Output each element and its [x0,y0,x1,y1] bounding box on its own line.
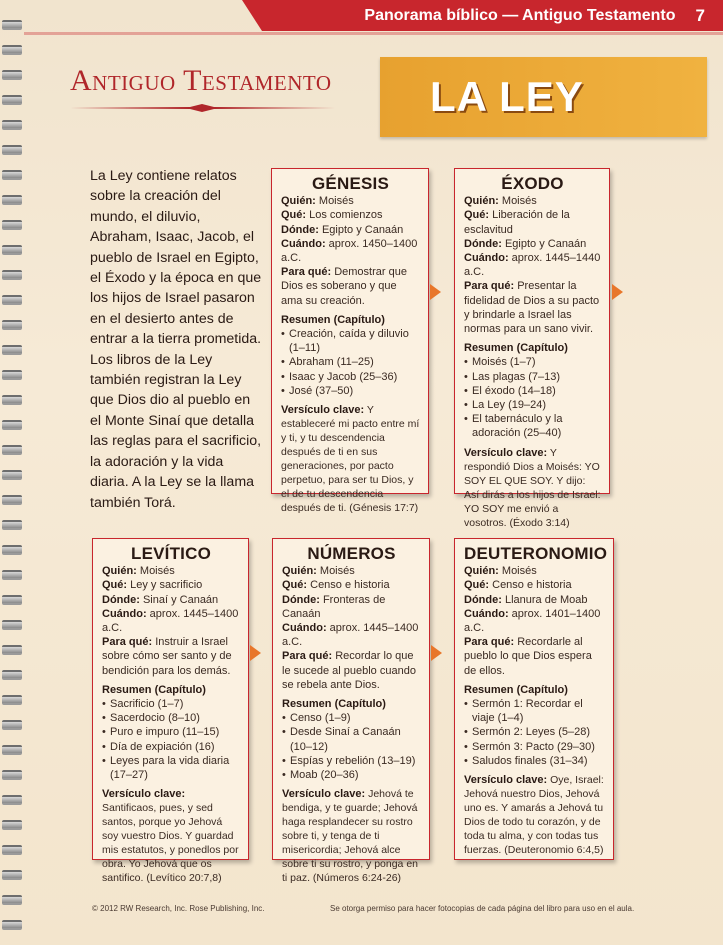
summary-list [102,697,240,782]
book-title: ÉXODO [501,174,564,193]
list-item: • Creación, caída y diluvio (1–11) [281,327,420,355]
verse-label: Versículo clave: [464,446,548,459]
field-value: aprox. 1450–1400 a.C. [281,237,418,265]
arrow-icon [612,284,623,300]
key-verse [102,787,240,885]
spiral-ring [2,145,22,155]
field-para_que [464,279,601,336]
field-label: Cuándo: [281,237,326,250]
field-label: Quién: [281,195,316,208]
field-label: Dónde: [102,593,140,606]
list-item: • Censo (1–9) [282,711,421,725]
field-value: Instruir a Israel sobre cómo ser santo y de bendición para los demás. [102,636,232,677]
field-value: Presentar la fidelidad de Dios a su pacto y brindarle a Israel las normas para un sano vivir. [464,280,600,336]
field-cuando [281,237,420,265]
field-donde [464,593,605,607]
field-value: aprox. 1445–1400 a.C. [282,622,419,649]
footer-copyright: © 2012 RW Research, Inc. Rose Publishing, Inc. [92,904,265,913]
field-label: Cuándo: [102,607,147,620]
spiral-ring [2,420,22,430]
summary-heading: Resumen (Capítulo) [281,313,385,326]
field-value: Ley y sacrificio [130,579,203,592]
summary-heading: Resumen (Capítulo) [464,342,568,355]
verse-label: Versículo clave: [102,788,186,801]
book-title: NÚMEROS [307,544,396,563]
book-card-numeros [272,538,430,885]
field-label: Qué: [464,579,490,592]
arrow-icon [431,645,442,661]
field-value: Moisés [501,565,537,578]
arrow-icon [250,645,261,661]
field-cuando [464,251,601,279]
spiral-ring [2,320,22,330]
spiral-ring [2,395,22,405]
field-donde [282,593,421,621]
header-title: Panorama bíblico — Antiguo Testamento [364,6,676,24]
field-value: Egipto y Canaán [321,223,404,236]
spiral-ring [2,495,22,505]
book-card-levitico [92,538,249,885]
field-value: Censo e historia [492,579,572,592]
spiral-ring [2,470,22,480]
footer-permission: Se otorga permiso para hacer fotocopias de cada página del libro para uso en el aula. [330,904,635,913]
list-item: • La Ley (19–24) [464,398,601,412]
field-quien [464,564,605,578]
field-para_que [464,635,605,678]
arrow-icon [430,284,441,300]
field-para_que [281,265,420,308]
list-item: • Abraham (11–25) [281,355,420,369]
field-que [464,578,605,592]
field-value: Fronteras de Canaán [282,593,386,620]
field-label: Quién: [102,565,137,578]
spiral-ring [2,820,22,830]
list-item: • Sacerdocio (8–10) [102,711,240,725]
list-item: • Saludos finales (31–34) [464,754,605,768]
list-item: • Sermón 3: Pacto (29–30) [464,740,605,754]
field-label: Dónde: [464,237,502,250]
verse-text: Y estableceré mi pacto entre mí y ti, y tu descendencia después de ti en sus generaciones, por pacto perpetuo, para ser tu Dios, y el de tu descendencia después de ti. (Génesis 17:7) [281,404,420,515]
list-item: • José (37–50) [281,384,420,398]
verse-text: Jehová te bendiga, y te guarde; Jehová haga resplandecer su rostro sobre ti, y tenga de ti misericordia; Jehová alce sobre ti su rostro, y ponga en ti paz. (Números 6:24-26) [282,788,418,885]
section-title: Antiguo Testamento [70,64,332,97]
spiral-ring [2,595,22,605]
book-card-genesis [271,168,429,515]
list-item: • Moisés (1–7) [464,355,601,369]
field-que [102,578,240,592]
field-value: Liberación de la esclavitud [464,209,570,236]
spiral-ring [2,70,22,80]
field-value: Moisés [501,195,537,208]
title-ornament [70,103,335,113]
field-label: Cuándo: [282,622,327,635]
field-que [282,578,421,592]
spiral-ring [2,245,22,255]
intro-text: La Ley contiene relatos sobre la creación del mundo, el diluvio, Abraham, Isaac, Jacob, el pueblo de Israel en Egipto, el Éxodo y la época en que los hijos de Israel pasaron en el desierto antes de entrar a la tierra prometida. Los libros de la Ley también registran la Ley que Dios dio al pueblo en el Monte Sinaí que detalla las reglas para el sacrificio, la adoración y la vida diaria. A la Ley se la llama también Torá. [90,168,262,511]
verse-text: Santificaos, pues, y sed santos, porque yo Jehová soy vuestro Dios. Y guardad mis estatutos, y ponedlos por obra. Yo Jehová que os santifico. (Levítico 20:7,8) [102,802,239,885]
category-label [380,57,707,137]
field-que [281,208,420,222]
list-item: • Puro e impuro (11–15) [102,725,240,739]
field-label: Qué: [102,579,128,592]
field-cuando [102,607,240,635]
summary-list [282,711,421,782]
list-item: • Sermón 1: Recordar el viaje (1–4) [464,697,605,725]
field-label: Qué: [281,209,307,222]
spiral-ring [2,695,22,705]
spiral-ring [2,570,22,580]
key-verse [464,773,605,857]
field-quien [281,194,420,208]
field-donde [281,223,420,237]
field-label: Quién: [464,195,499,208]
field-value: aprox. 1401–1400 a.C. [464,607,601,635]
header-bar [262,0,723,31]
summary-heading: Resumen (Capítulo) [102,683,206,696]
spiral-ring [2,45,22,55]
spiral-ring [2,95,22,105]
spiral-ring [2,620,22,630]
spiral-ring [2,745,22,755]
field-label: Qué: [282,579,308,592]
field-value: Llanura de Moab [504,593,588,606]
spiral-ring [2,270,22,280]
verse-text: Y respondió Dios a Moisés: YO SOY EL QUE SOY. Y dijo: Así dirás a los hijos de Israel: YO SOY me envió a vosotros. (Éxodo 3:14) [464,446,601,529]
spiral-ring [2,870,22,880]
field-label: Para qué: [464,636,515,649]
field-value: Sinaí y Canaán [142,593,219,606]
field-value: aprox. 1445–1400 a.C. [102,607,239,635]
spiral-ring [2,795,22,805]
summary-heading: Resumen (Capítulo) [464,683,568,696]
spiral-binding [0,20,24,940]
field-label: Dónde: [282,593,320,606]
spiral-ring [2,520,22,530]
book-card-exodo [454,168,610,529]
list-item: • Desde Sinaí a Canaán (10–12) [282,725,421,753]
field-label: Para qué: [464,280,515,293]
list-item: • El éxodo (14–18) [464,384,601,398]
field-label: Qué: [464,209,490,222]
spiral-ring [2,920,22,930]
spiral-ring [2,345,22,355]
field-quien [464,194,601,208]
spiral-ring [2,220,22,230]
list-item: • Moab (20–36) [282,768,421,782]
book-title: LEVÍTICO [131,544,211,563]
verse-text: Oye, Israel: Jehová nuestro Dios, Jehová uno es. Y amarás a Jehová tu Dios de todo tu corazón, y de toda tu alma, y con todas tus fuerzas. (Deuteronomio 6:4,5) [464,774,604,857]
book-title: DEUTERONOMIO [464,544,608,563]
field-donde [464,237,601,251]
field-label: Cuándo: [464,607,509,620]
summary-heading: Resumen (Capítulo) [282,698,386,711]
list-item: • Espías y rebelión (13–19) [282,754,421,768]
spiral-ring [2,720,22,730]
verse-label: Versículo clave: [281,404,365,417]
verse-label: Versículo clave: [464,774,548,787]
field-label: Dónde: [281,223,319,236]
field-cuando [464,607,605,635]
category-label-text: LA LEY [430,73,584,120]
spiral-ring [2,895,22,905]
list-item: • Isaac y Jacob (25–36) [281,370,420,384]
spiral-ring [2,170,22,180]
page-number: 7 [695,5,705,25]
key-verse [281,403,420,515]
field-value: aprox. 1445–1440 a.C. [464,252,601,279]
key-verse [282,787,421,885]
field-value: Demostrar que Dios es soberano y que ama su creación. [281,266,407,307]
spiral-ring [2,545,22,555]
field-value: Censo e historia [310,579,390,592]
field-para_que [282,649,421,692]
field-value: Moisés [318,195,354,208]
summary-list [464,355,601,440]
field-label: Quién: [464,565,499,578]
list-item: • Sermón 2: Leyes (5–28) [464,725,605,739]
field-que [464,208,601,236]
spiral-ring [2,670,22,680]
field-label: Cuándo: [464,252,509,265]
field-cuando [282,621,421,649]
field-value: Recordar lo que le sucede al pueblo cuando se rebela ante Dios. [282,650,416,691]
book-title: GÉNESIS [312,174,389,193]
field-donde [102,593,240,607]
summary-list [464,697,605,768]
summary-list [281,327,420,398]
field-label: Para qué: [281,266,332,279]
spiral-ring [2,20,22,30]
field-label: Dónde: [464,593,502,606]
list-item: • El tabernáculo y la adoración (25–40) [464,412,601,440]
field-label: Quién: [282,565,317,578]
verse-label: Versículo clave: [282,788,366,801]
field-value: Los comienzos [309,209,383,222]
list-item: • Las plagas (7–13) [464,370,601,384]
spiral-ring [2,445,22,455]
spiral-ring [2,770,22,780]
field-label: Para qué: [282,650,333,663]
spiral-ring [2,120,22,130]
spiral-ring [2,370,22,380]
spiral-ring [2,195,22,205]
field-value: Egipto y Canaán [504,237,587,250]
spiral-ring [2,845,22,855]
spiral-ring [2,295,22,305]
list-item: • Leyes para la vida diaria (17–27) [102,754,240,782]
field-label: Para qué: [102,636,153,649]
key-verse [464,446,601,530]
header-divider [24,32,723,35]
field-quien [282,564,421,578]
spiral-ring [2,645,22,655]
book-card-deuteronomio [454,538,614,860]
field-value: Recordarle al pueblo lo que Dios espera de ellos. [464,636,592,677]
list-item: • Día de expiación (16) [102,740,240,754]
field-para_que [102,635,240,678]
field-value: Moisés [139,565,175,578]
field-value: Moisés [319,565,355,578]
list-item: • Sacrificio (1–7) [102,697,240,711]
field-quien [102,564,240,578]
